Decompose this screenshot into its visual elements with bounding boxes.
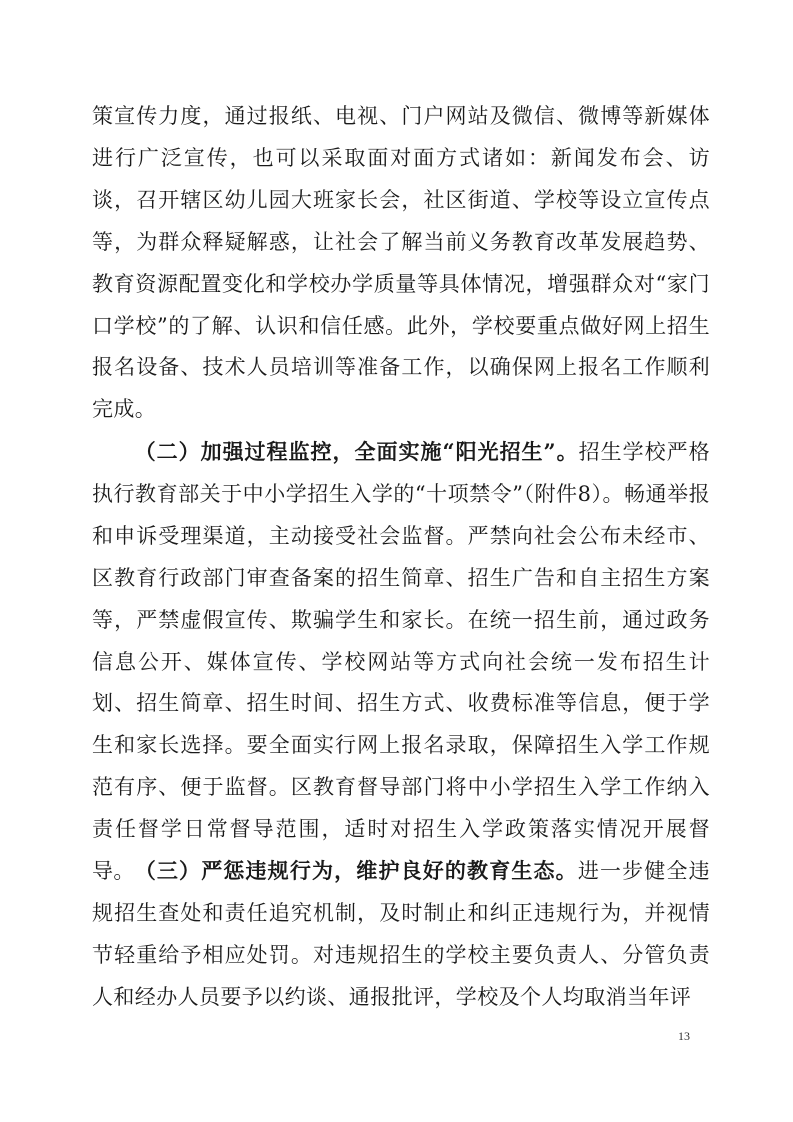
paragraph-continuation [92,96,710,431]
paragraph-text: 进一步健全违规招生查处和责任追究机制，及时制止和纠正违规行为，并视情节轻重给予相应处罚。对违规招生的学校主要负责人、分管负责人和经办人员要予以约谈、通报批评，学校及个人均取消当年评 [92,859,710,1009]
section-heading: （二）加强过程监控，全面实施“阳光招生”。 [134,439,579,464]
paragraph-section-2 [92,431,710,893]
page-number: 13 [678,1029,690,1043]
section-heading: （三）严惩违规行为，维护良好的教育生态。 [134,858,578,883]
paragraph-text: 策宣传力度，通过报纸、电视、门户网站及微信、微博等新媒体进行广泛宣传，也可以采取面对面方式诸如：新闻发布会、访谈，召开辖区幼儿园大班家长会，社区街道、学校等设立宣传点等，为群众释疑解惑，让社会了解当前义务教育改革发展趋势、教育资源配置变化和学校办学质量等具体情况，增强群众对“家门口学校”的了解、认识和信任感。此外，学校要重点做好网上招生报名设备、技术人员培训等准备工作，以确保网上报名工作顺利完成。 [92,104,710,422]
paragraph-section-3 [92,850,710,1019]
paragraph-text: 招生学校严格执行教育部关于中小学招生入学的“十项禁令”（附件8）。畅通举报和申诉受理渠道，主动接受社会监督。严禁向社会公布未经市、区教育行政部门审查备案的招生简章、招生广告和自主招生方案等，严禁虚假宣传、欺骗学生和家长。在统一招生前，通过政务信息公开、媒体宣传、学校网站等方式向社会统一发布招生计划、招生简章、招生时间、招生方式、收费标准等信息，便于学生和家长选择。要全面实行网上报名录取，保障招生入学工作规范有序、便于监督。区教育督导部门将中小学招生入学工作纳入责任督学日常督导范围，适时对招生入学政策落实情况开展督导。 [92,440,710,884]
